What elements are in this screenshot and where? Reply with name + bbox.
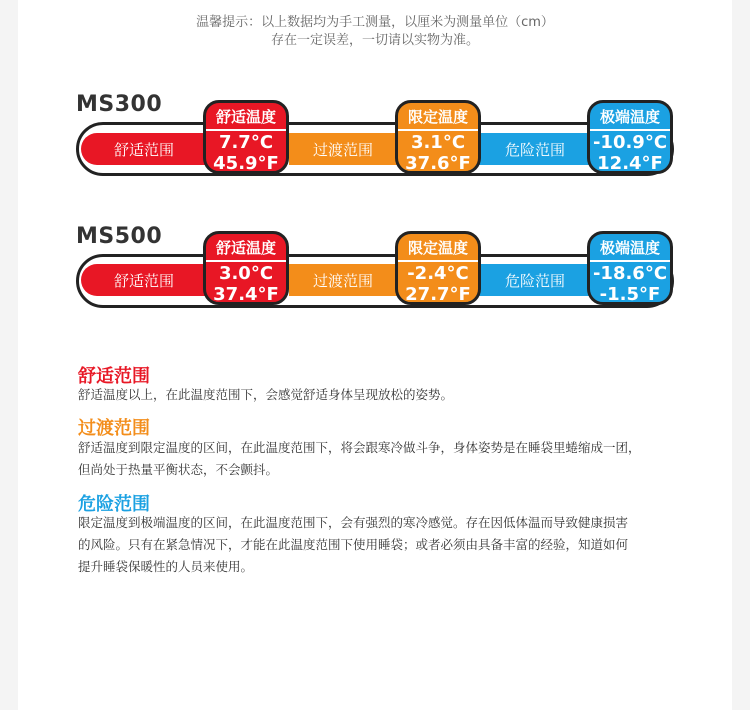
extreme-temp-fahrenheit: -1.5°F <box>599 284 661 305</box>
notice-line-1: 温馨提示：以上数据均为手工测量，以厘米为测量单位（cm） <box>196 15 554 30</box>
risk-range-description <box>78 512 678 578</box>
notice <box>0 14 750 50</box>
comfort-temp-label: 舒适温度 <box>206 103 286 131</box>
comfort-range-title: 舒适范围 <box>78 366 150 387</box>
limit-temp-fahrenheit: 27.7°F <box>405 284 471 305</box>
comfort-temp-celsius: 7.7°C <box>218 132 274 153</box>
extreme-temp-box <box>587 100 673 174</box>
comfort-temp-celsius: 3.0°C <box>218 263 274 284</box>
transition-range-title: 过渡范围 <box>78 418 150 439</box>
limit-temp-box <box>395 231 481 305</box>
comfort-range-description <box>78 384 678 406</box>
transition-range-description <box>78 437 678 481</box>
description-line: 提升睡袋保暖性的人员来使用。 <box>78 559 254 574</box>
range-risk: 危险范围 <box>479 264 591 296</box>
extreme-temp-celsius: -10.9°C <box>592 132 668 153</box>
comfort-temp-box <box>203 100 289 174</box>
limit-temp-celsius: -2.4°C <box>407 263 469 284</box>
limit-temp-label: 限定温度 <box>398 103 478 131</box>
description-line: 舒适温度到限定温度的区间，在此温度范围下，将会跟寒冷做斗争，身体姿势是在睡袋里蜷缩成一团， <box>78 440 641 455</box>
model-name: MS500 <box>76 224 163 249</box>
extreme-temp-box <box>587 231 673 305</box>
limit-temp-label: 限定温度 <box>398 234 478 262</box>
notice-line-2: 存在一定误差，一切请以实物为准。 <box>270 33 479 48</box>
limit-temp-fahrenheit: 37.6°F <box>405 153 471 174</box>
range-comfort: 舒适范围 <box>81 264 207 296</box>
limit-temp-box <box>395 100 481 174</box>
description-line: 的风险。只有在紧急情况下，才能在此温度范围下使用睡袋；或者必须由具备丰富的经验，知道如何 <box>78 537 629 552</box>
description-line: 但尚处于热量平衡状态，不会颤抖。 <box>78 462 279 477</box>
range-transition: 过渡范围 <box>289 133 397 165</box>
extreme-temp-fahrenheit: 12.4°F <box>597 153 663 174</box>
model-name: MS300 <box>76 92 163 117</box>
range-transition: 过渡范围 <box>289 264 397 296</box>
description-line: 舒适温度以上，在此温度范围下，会感觉舒适身体呈现放松的姿势。 <box>78 387 454 402</box>
comfort-temp-label: 舒适温度 <box>206 234 286 262</box>
comfort-temp-fahrenheit: 37.4°F <box>213 284 279 305</box>
extreme-temp-label: 极端温度 <box>590 234 670 262</box>
description-line: 限定温度到极端温度的区间，在此温度范围下，会有强烈的寒冷感觉。存在因低体温而导致健康损害 <box>78 515 629 530</box>
comfort-temp-box <box>203 231 289 305</box>
comfort-temp-fahrenheit: 45.9°F <box>213 153 279 174</box>
range-comfort: 舒适范围 <box>81 133 207 165</box>
extreme-temp-label: 极端温度 <box>590 103 670 131</box>
extreme-temp-celsius: -18.6°C <box>592 263 668 284</box>
limit-temp-celsius: 3.1°C <box>410 132 466 153</box>
risk-range-title: 危险范围 <box>78 494 150 515</box>
range-risk: 危险范围 <box>479 133 591 165</box>
